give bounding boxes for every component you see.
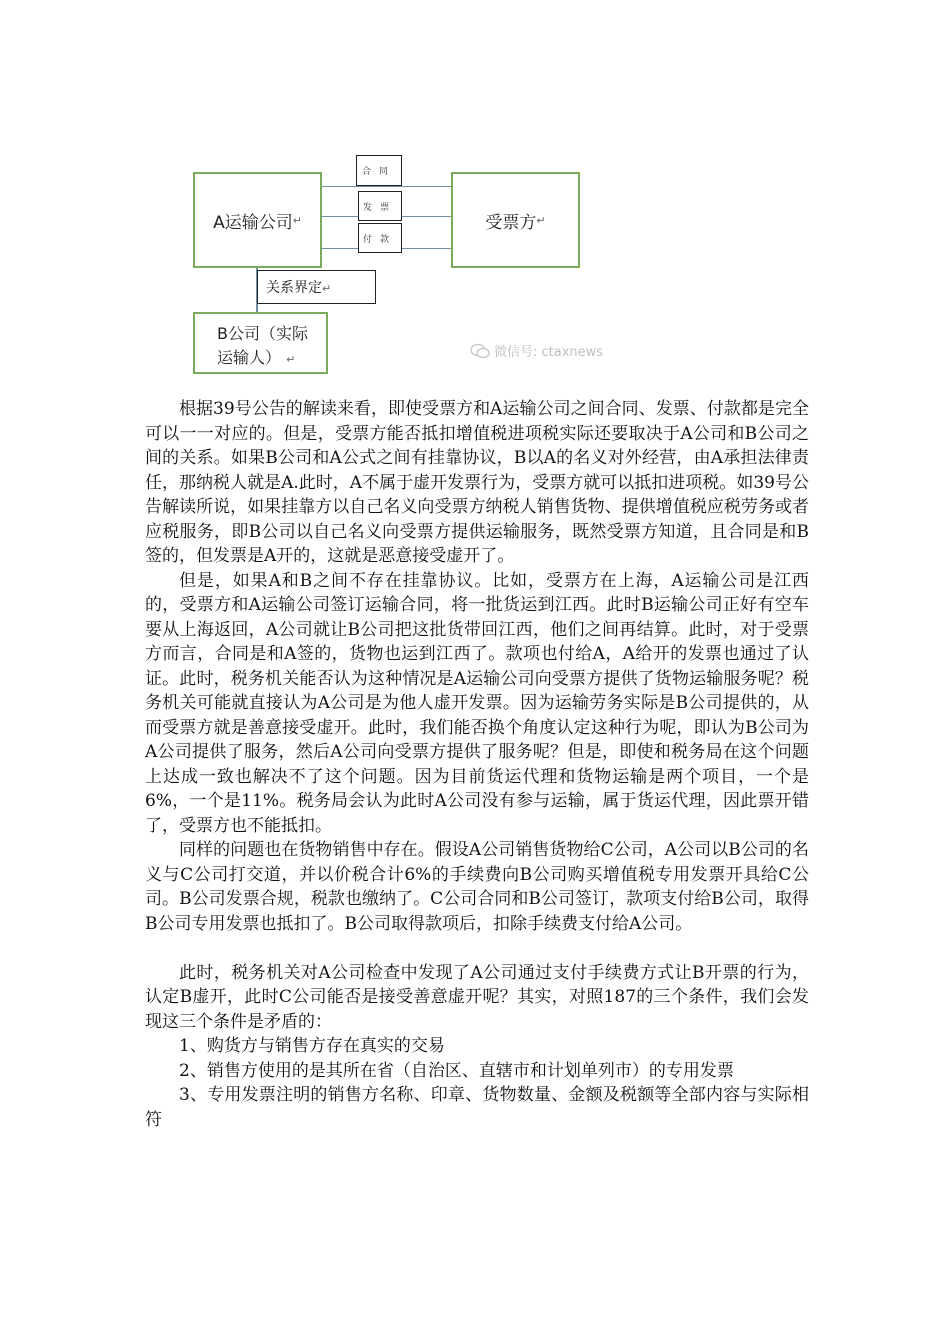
wechat-icon <box>470 343 490 359</box>
doc-invoice: 发票 <box>358 191 402 221</box>
relationship-label: 关系界定 <box>266 280 322 296</box>
list-item: 3、专用发票注明的销售方名称、印章、货物数量、金额及税额等全部内容与实际相符 <box>145 1085 809 1130</box>
doc-contract: 合同 <box>356 155 402 186</box>
box-a-transport-company <box>193 172 322 268</box>
paragraph: 但是，如果A和B之间不存在挂靠协议。比如，受票方在上海，A运输公司是江西的，受票方和A运输公司签订运输合同，将一批货运到江西。此时B运输公司正好有空车要从上海返回，A公司就让B公司把这批货带回江西，他们之间再结算。此时，对于受票方而言，合同是和A签的，货物也运到江西了。款项也付给A，A给开的发票也通过了认证。此时，税务机关能否认为这种情况是A运输公司向受票方提供了货物运输服务呢？税务机关可能就直接认为A公司是为他人虚开发票。因为运输劳务实际是B公司提供的，从而受票方就是善意接受虚开。此时，我们能否换个角度认定这种行为呢，即认为B公司为A公司提供了服务，然后A公司向受票方提供了服务呢？但是，即使和税务局在这个问题上达成一致也解决不了这个问题。因为目前货运代理和货物运输是两个项目，一个是6%，一个是11%。税务局会认为此时A公司没有参与运输，属于货运代理，因此票开错了，受票方也不能抵扣。 <box>145 570 809 836</box>
box-b-label-line2: 运输人） <box>217 348 282 367</box>
watermark <box>470 341 603 360</box>
article-body <box>145 397 809 1132</box>
list-item: 1、购货方与销售方存在真实的交易 <box>179 1036 445 1056</box>
list-item: 2、销售方使用的是其所在省（自治区、直辖市和计划单列市）的专用发票 <box>179 1060 734 1081</box>
para-mark: ↵ <box>322 282 332 295</box>
connector-contract <box>322 186 451 187</box>
relationship-label-box <box>257 270 376 304</box>
box-receiver <box>451 172 580 268</box>
para-mark: ↵ <box>292 213 302 227</box>
doc-payment: 付款 <box>358 223 402 253</box>
paragraph: 根据39号公告的解读来看，即使受票方和A运输公司之间合同、发票、付款都是完全可以一一对应的。但是，受票方能否抵扣增值税进项税实际还要取决于A公司和B公司之间的关系。如果B公司和A公式之间有挂靠协议，B以A的名义对外经营，由A承担法律责任，那纳税人就是A.此时，A不属于虚开发票行为，受票方就可以抵扣进项税。如39号公告解读所说，如果挂靠方以自己名义向受票方纳税人销售货物、提供增值税应税劳务或者应税服务，即B公司以自己名义向受票方提供运输服务，既然受票方知道，且合同是和B签的，但发票是A开的，这就是恶意接受虚开了。 <box>145 399 809 566</box>
paragraph: 此时，税务机关对A公司检查中发现了A公司通过支付手续费方式让B开票的行为，认定B虚开，此时C公司能否是接受善意虚开呢？其实，对照187的三个条件，我们会发现这三个条件是矛盾的： <box>145 962 809 1032</box>
blank-line <box>145 936 809 961</box>
para-mark: ↵ <box>286 353 296 366</box>
box-b-company <box>193 312 328 374</box>
para-mark: ↵ <box>536 213 546 227</box>
box-b-label-line1: B公司（实际 <box>217 324 308 343</box>
paragraph: 同样的问题也在货物销售中存在。假设A公司销售货物给C公司，A公司以B公司的名义与C公司打交道，并以价税合计6%的手续费向B公司购买增值税专用发票开具给C公司。B公司发票合规，税款也缴纳了。C公司合同和B公司签订，款项支付给B公司，取得B公司专用发票也抵扣了。B公司取得款项后，扣除手续费支付给A公司。 <box>145 840 809 934</box>
box-a-label: A运输公司 <box>213 212 293 233</box>
watermark-text: 微信号: ctaxnews <box>494 345 604 360</box>
box-receiver-label: 受票方 <box>485 212 537 233</box>
relationship-diagram <box>0 0 950 380</box>
